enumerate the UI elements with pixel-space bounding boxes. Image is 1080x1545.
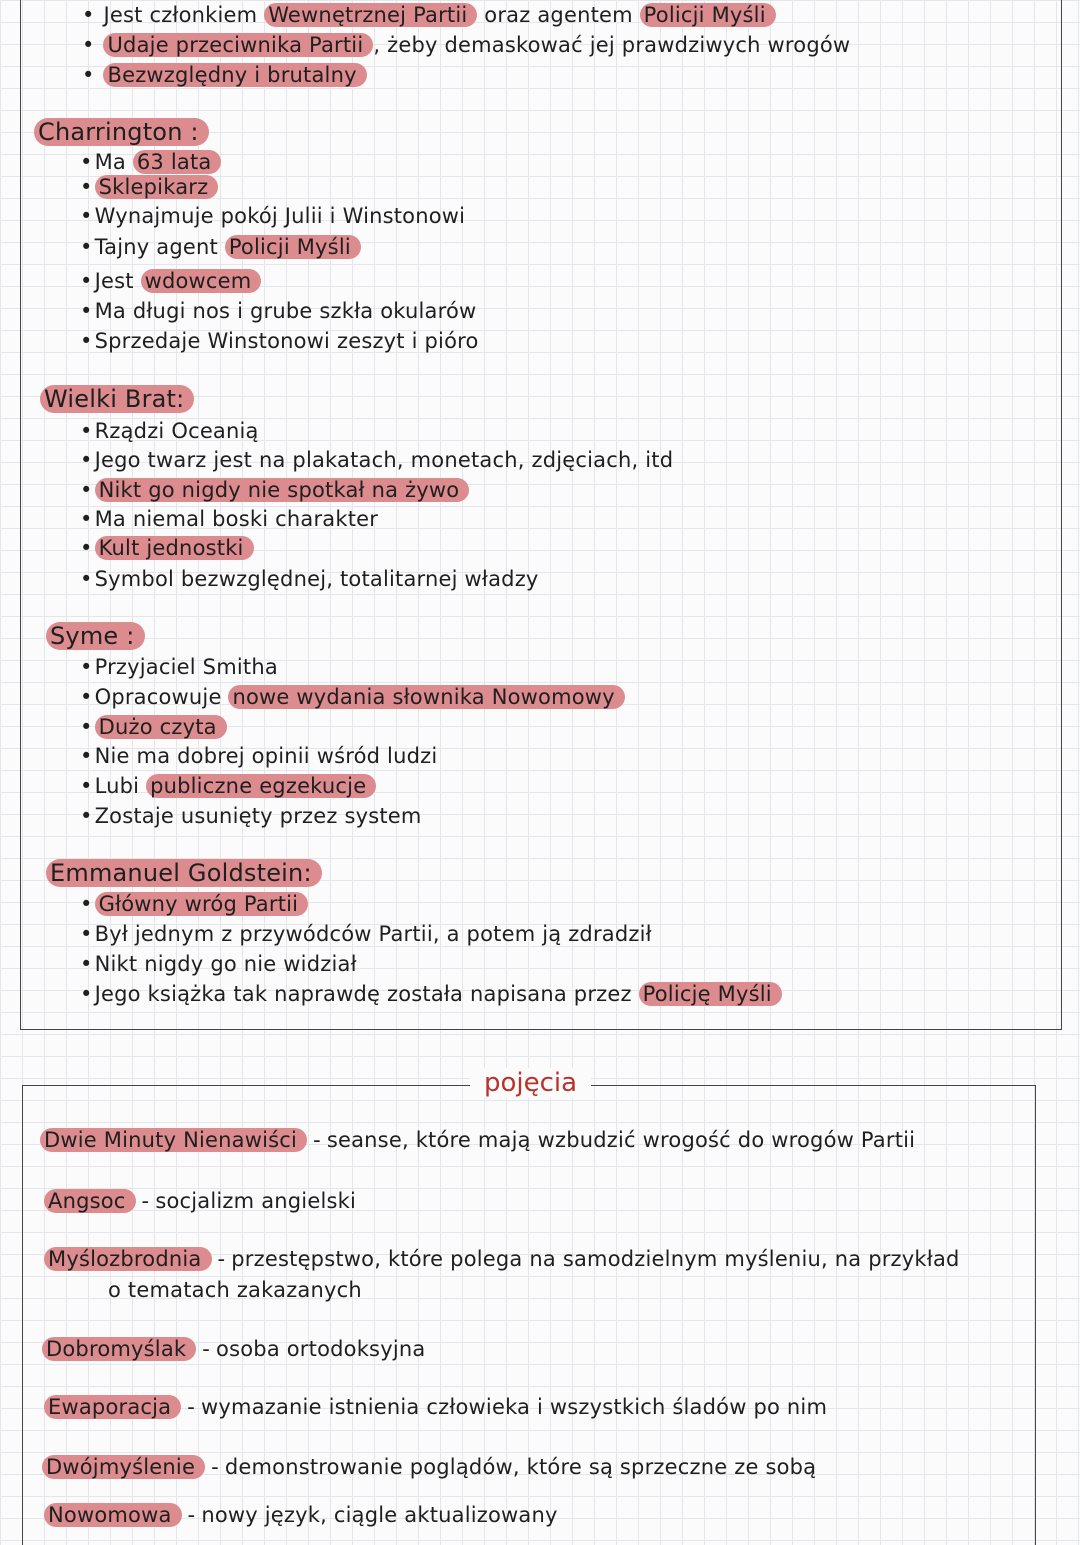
- highlight: Kult jednostki: [95, 536, 254, 560]
- highlight: Bezwzględny i brutalny: [103, 63, 366, 87]
- concepts-title: pojęcia: [484, 1068, 578, 1098]
- character-heading: Charrington :: [34, 117, 209, 147]
- list-item: • Ma długi nos i grube szkła okularów: [80, 298, 476, 324]
- list-item: [82, 62, 367, 88]
- highlight: Nikt go nigdy nie spotkał na żywo: [95, 478, 470, 502]
- highlight: Policji Myśli: [225, 235, 361, 259]
- concept-definition: przestępstwo, które polega na samodzielnym myśleniu, na przykład: [231, 1247, 960, 1271]
- list-item: [80, 714, 227, 740]
- concept-row: Dwójmyślenie - demonstrowanie poglądów, które są sprzeczne ze sobą: [42, 1454, 816, 1480]
- concept-term: Nowomowa: [44, 1503, 182, 1527]
- highlight: Główny wróg Partii: [95, 892, 309, 916]
- concept-row: Dobromyślak - osoba ortodoksyjna: [42, 1336, 425, 1362]
- list-item: • Jest członkiem Wewnętrznej Partii oraz agentem Policji Myśli: [82, 2, 776, 28]
- list-item: • Przyjaciel Smitha: [80, 654, 278, 680]
- concept-definition: osoba ortodoksyjna: [216, 1337, 426, 1361]
- concept-definition: socjalizm angielski: [155, 1189, 357, 1213]
- highlight: nowe wydania słownika Nowomowy: [228, 685, 624, 709]
- character-heading: Syme :: [46, 621, 145, 651]
- list-item: • Jego książka tak naprawdę została napisana przez Policję Myśli: [80, 981, 782, 1007]
- concepts-title-wrap: [470, 1068, 591, 1098]
- list-item: • Nie ma dobrej opinii wśród ludzi: [80, 743, 437, 769]
- list-item: • Ma niemal boski charakter: [80, 506, 378, 532]
- list-item: • Sprzedaje Winstonowi zeszyt i pióro: [80, 328, 479, 354]
- concept-definition: demonstrowanie poglądów, które są sprzeczne ze sobą: [224, 1455, 817, 1479]
- concept-row: Angsoc - socjalizm angielski: [44, 1188, 356, 1214]
- list-item: • Jego twarz jest na plakatach, monetach, zdjęciach, itd: [80, 447, 673, 473]
- list-item: • Opracowuje nowe wydania słownika Nowomowy: [80, 684, 625, 710]
- list-item: • Zostaje usunięty przez system: [80, 803, 422, 829]
- list-item: • Symbol bezwzględnej, totalitarnej władzy: [80, 566, 539, 592]
- highlight: Sklepikarz: [95, 175, 219, 199]
- highlight: Policję Myśli: [639, 982, 782, 1006]
- concept-row: Myślozbrodnia - przestępstwo, które polega na samodzielnym myśleniu, na przykład: [44, 1246, 960, 1272]
- concept-definition: nowy język, ciągle aktualizowany: [201, 1503, 558, 1527]
- highlight: Wewnętrznej Partii: [264, 3, 477, 27]
- highlight: Dużo czyta: [95, 715, 227, 739]
- list-item: • Rządzi Oceanią: [80, 418, 259, 444]
- list-item: [80, 174, 218, 200]
- concept-term: Dwójmyślenie: [42, 1455, 205, 1479]
- highlight: 63 lata: [133, 150, 222, 174]
- list-item: • Nikt nigdy go nie widział: [80, 951, 357, 977]
- concept-row: Ewaporacja - wymazanie istnienia człowieka i wszystkich śladów po nim: [44, 1394, 827, 1420]
- list-item: • Ma 63 lata: [80, 149, 221, 175]
- concept-row: Dwie Minuty Nienawiści - seanse, które mają wzbudzić wrogość do wrogów Partii: [40, 1127, 915, 1153]
- concept-term: Myślozbrodnia: [44, 1247, 212, 1271]
- highlight: wdowcem: [141, 269, 262, 293]
- highlight: Udaje przeciwnika Partii: [103, 33, 373, 57]
- concept-definition: wymazanie istnienia człowieka i wszystkich śladów po nim: [201, 1395, 828, 1419]
- concept-term: Ewaporacja: [44, 1395, 181, 1419]
- list-item: • Był jednym z przywódców Partii, a potem ją zdradził: [80, 921, 652, 947]
- concept-row: Nowomowa - nowy język, ciągle aktualizowany: [44, 1502, 558, 1528]
- character-heading: Wielki Brat:: [40, 384, 194, 414]
- character-heading: Emmanuel Goldstein:: [46, 858, 322, 888]
- concept-definition: seanse, które mają wzbudzić wrogość do wrogów Partii: [326, 1128, 916, 1152]
- list-item: • Udaje przeciwnika Partii , żeby demaskować jej prawdziwych wrogów: [82, 32, 850, 58]
- list-item: [80, 477, 469, 503]
- list-item: • Wynajmuje pokój Julii i Winstonowi: [80, 203, 465, 229]
- highlight: Policji Myśli: [640, 3, 776, 27]
- list-item: • Tajny agent Policji Myśli: [80, 234, 361, 260]
- concept-term: Dobromyślak: [42, 1337, 196, 1361]
- highlight: publiczne egzekucje: [146, 774, 376, 798]
- list-item: • Lubi publiczne egzekucje: [80, 773, 376, 799]
- list-item: [80, 535, 254, 561]
- concept-definition-cont: o tematach zakazanych: [108, 1278, 362, 1302]
- concept-term: Dwie Minuty Nienawiści: [40, 1128, 307, 1152]
- list-item: [80, 891, 308, 917]
- list-item: • Jest wdowcem: [80, 268, 261, 294]
- concept-term: Angsoc: [44, 1189, 136, 1213]
